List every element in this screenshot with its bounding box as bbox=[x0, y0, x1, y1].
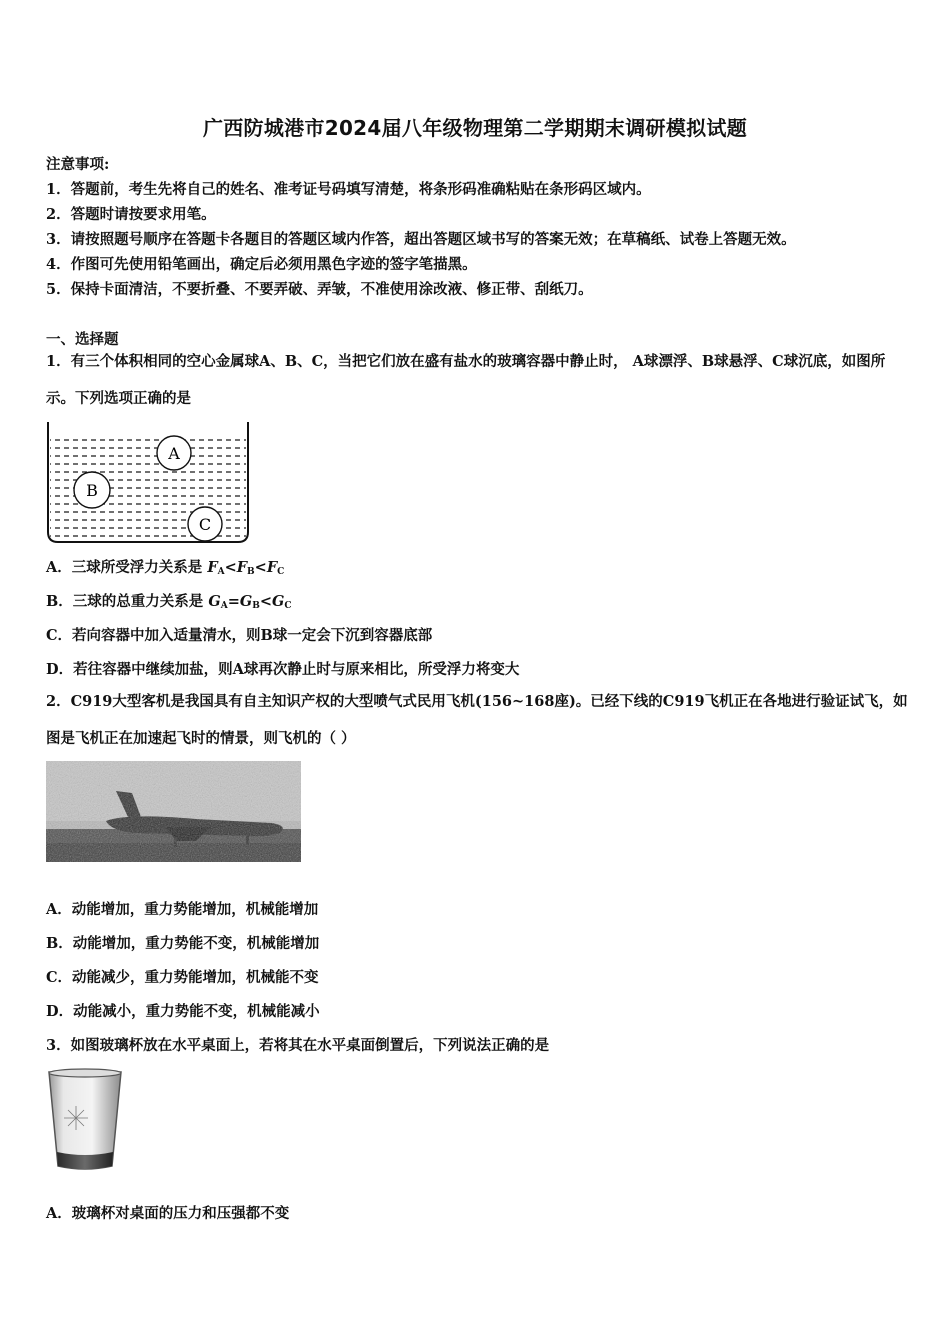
section-heading: 一、选择题 bbox=[46, 331, 119, 348]
ball-b-label: B bbox=[86, 481, 98, 500]
q3-option-a: A．玻璃杯对桌面的压力和压强都不变 bbox=[46, 1205, 290, 1222]
ball-c bbox=[188, 507, 222, 541]
question-2-stem: 2．C919大型客机是我国具有自主知识产权的大型喷气式民用飞机(156~168座)。已经下线的C919飞机正在各地进行验证试飞，如图是飞机正在加速起飞时的情景，则飞机的（ ） bbox=[46, 693, 908, 747]
buoyancy-container-figure bbox=[46, 420, 252, 546]
q1-option-a: A．三球所受浮力关系是 $F_A<F_B<F_C$ bbox=[46, 559, 285, 577]
ball-c-label: C bbox=[198, 515, 212, 534]
question-1-stem: 1．有三个体积相同的空心金属球A、B、C，当把它们放在盛有盐水的玻璃容器中静止时， A球漂浮、B球悬浮、C球沉底，如图所示。下列选项正确的是 bbox=[46, 353, 886, 407]
ball-a-label: A bbox=[168, 444, 180, 463]
q2-option-d: D．动能减小，重力势能不变，机械能减小 bbox=[46, 1003, 320, 1020]
notice-item: 3．请按照题号顺序在答题卡各题目的答题区域内作答，超出答题区域书写的答案无效；在草稿纸、试卷上答题无效。 bbox=[46, 231, 796, 248]
page-title: 广西防城港市2024届八年级物理第二学期期末调研模拟试题 bbox=[202, 116, 748, 140]
q2-option-b: B．动能增加，重力势能不变，机械能增加 bbox=[46, 935, 320, 952]
notice-heading: 注意事项: bbox=[46, 156, 110, 173]
notice-item: 2．答题时请按要求用笔。 bbox=[46, 206, 216, 223]
q2-option-c: C．动能减少，重力势能增加，机械能不变 bbox=[46, 969, 319, 986]
ball-b bbox=[74, 472, 110, 508]
c919-takeoff-photo bbox=[46, 761, 301, 862]
notice-item: 4．作图可先使用铅笔画出，确定后必须用黑色字迹的签字笔描黑。 bbox=[46, 256, 477, 273]
q1-option-d: D．若往容器中继续加盐，则A球再次静止时与原来相比，所受浮力将变大 bbox=[46, 661, 520, 678]
notice-item: 1．答题前，考生先将自己的姓名、准考证号码填写清楚，将条形码准确粘贴在条形码区域内。 bbox=[46, 181, 651, 198]
notice-item: 5．保持卡面清洁，不要折叠、不要弄破、弄皱，不准使用涂改液、修正带、刮纸刀。 bbox=[46, 281, 593, 298]
q1-option-b: B．三球的总重力关系是 $G_A=G_B<G_C$ bbox=[46, 593, 292, 611]
glass-cup-figure bbox=[46, 1068, 124, 1176]
q2-option-a: A．动能增加，重力势能增加，机械能增加 bbox=[46, 901, 319, 918]
ball-a bbox=[157, 436, 191, 470]
q1-option-c: C．若向容器中加入适量清水，则B球一定会下沉到容器底部 bbox=[46, 627, 433, 644]
question-3-stem: 3．如图玻璃杯放在水平桌面上，若将其在水平桌面倒置后，下列说法正确的是 bbox=[46, 1037, 550, 1054]
